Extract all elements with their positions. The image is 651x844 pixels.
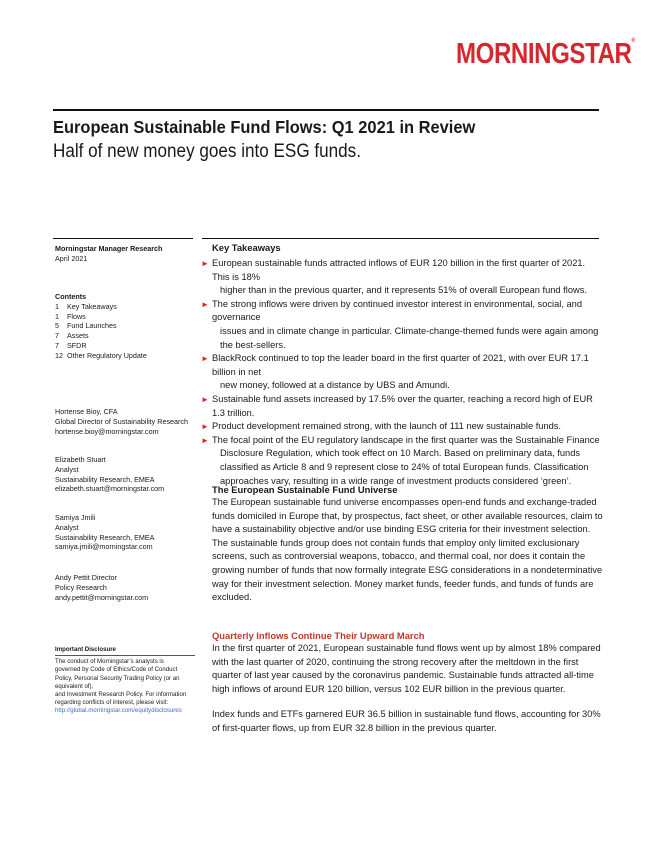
disclosure-heading: Important Disclosure [55, 646, 116, 653]
bullet-arrow-icon: ► [201, 394, 209, 404]
author-2: Elizabeth Stuart Analyst Sustainability Research, EMEA elizabeth.stuart@morningstar.com [55, 455, 197, 494]
inflows-section [212, 630, 604, 736]
disclosure-rule [55, 655, 195, 656]
contents-item[interactable]: 1 Flows [55, 311, 86, 321]
disclosure-link[interactable]: http://global.morningstar.com/equitydisclosures [55, 707, 182, 715]
takeaways-list [201, 257, 604, 488]
author-email[interactable]: andy.pettit@morningstar.com [55, 592, 149, 602]
page-title: European Sustainable Fund Flows: Q1 2021 in Review [53, 117, 476, 137]
contents-item[interactable]: 12 Other Regulatory Update [55, 350, 147, 360]
list-item: ► The strong inflows were driven by continued investor interest in environmental, social, and governance issues and in climate change in particular. Climate-change-themed funds were again among the best-sellers. [201, 298, 599, 350]
author-4: Andy Pettit Director Policy Research andy.pettit@morningstar.com [55, 573, 197, 602]
contents-item[interactable]: 7 Assets [55, 331, 89, 341]
contents-heading: Contents [55, 292, 87, 301]
author-1: Hortense Bioy, CFA Global Director of Sustainability Research hortense.bioy@morningstar.com [55, 407, 197, 436]
author-email[interactable]: samiya.jmili@morningstar.com [55, 542, 153, 552]
bullet-arrow-icon: ► [201, 259, 209, 268]
inflows-paragraph-1: In the first quarter of 2021, European sustainable fund flows went up by almost 18% compared with the last quarter of 2020, continuing the strong recovery after the meltdown in the first quarter of last year caused by the coronavirus pandemic. Sustainable funds attracted all-time high inflows of around EUR 120 billion, versus 102 EUR billion in the previous quarter. [212, 643, 601, 694]
morningstar-logo: MORNINGSTAR® [456, 38, 635, 70]
universe-paragraph: The European sustainable fund universe encompasses open-end funds and exchange-traded funds domiciled in Europe that, by prospectus, fact sheet, or other available resources, claim to have a sustainability objective and/or use binding ESG criteria for their investment selection. The sustainable funds group does not contain funds that employ only limited exclusionary screens, such as controversial weapons, tobacco, and thermal coal, nor does it contain the growing number of funds that now formally integrate ESG considerations in a nondeterminative way for their investment selection. Money market funds, feeder funds, and funds of funds are excluded. [212, 497, 603, 603]
contents-block [55, 292, 197, 361]
contents-list [55, 302, 197, 361]
list-item: ► European sustainable funds attracted inflows of EUR 120 billion in the first quarter of 2021. This is 18% higher than in the previous quarter, and it represents 51% of overall European fund flows. [201, 258, 587, 296]
list-item: ► BlackRock continued to top the leader board in the first quarter of 2021, with over EUR 17.1 billion in net new money, followed at a distance by UBS and Amundi. [201, 353, 589, 391]
disclosure-block: Important Disclosure The conduct of Morningstar’s analysts is governed by Code of Ethics/Code of Conduct Policy, Personal Security Trading Policy (or an equivalent of), and Investment Research Policy. For information regarding conflicts of interest, please visit: http://global.morningstar.com/equitydisclosures [55, 646, 197, 716]
author-email[interactable]: hortense.bioy@morningstar.com [55, 426, 159, 436]
sidebar-rule [53, 238, 193, 239]
key-takeaways [201, 242, 604, 488]
bullet-arrow-icon: ► [201, 354, 209, 364]
sidebar-meta [55, 244, 197, 264]
contents-item[interactable]: 7 SFDR [55, 340, 87, 350]
contents-item[interactable]: 1 Key Takeaways [55, 301, 117, 311]
list-item: ► Product development remained strong, with the launch of 111 new sustainable funds. [212, 420, 604, 434]
author-email[interactable]: elizabeth.stuart@morningstar.com [55, 484, 165, 494]
key-takeaways-heading: Key Takeaways [212, 242, 281, 253]
universe-section [212, 484, 604, 605]
header-rule [53, 109, 599, 111]
author-3: Samiya Jmili Analyst Sustainability Research, EMEA samiya.jmili@morningstar.com [55, 513, 197, 552]
list-item: ► Sustainable fund assets increased by 17.5% over the quarter, reaching a record high of EUR 1.3 trillion. [201, 393, 593, 418]
page-subtitle: Half of new money goes into ESG funds. [53, 141, 361, 162]
main-rule [202, 238, 599, 239]
list-item: ► The focal point of the EU regulatory landscape in the first quarter was the Sustainable Finance Disclosure Regulation, which took effect on 10 March. Based on preliminary data, funds classified as Article 8 and 9 represent close to 24% of total European funds. Classification approaches vary, resulting in a wide range of investment products considered ‘green’. [201, 434, 600, 486]
inflows-heading: Quarterly Inflows Continue Their Upward March [212, 630, 425, 641]
universe-heading: The European Sustainable Fund Universe [212, 484, 398, 495]
contents-item[interactable]: 5 Fund Launches [55, 321, 117, 331]
publication-date: April 2021 [55, 253, 88, 263]
inflows-paragraph-2: Index funds and ETFs garnered EUR 36.5 billion in sustainable fund flows, accounting for 30% of first-quarter flows, up from EUR 32.8 billion in the previous quarter. [212, 709, 601, 733]
bullet-arrow-icon: ► [201, 422, 209, 432]
bullet-arrow-icon: ► [201, 299, 209, 309]
bullet-arrow-icon: ► [201, 435, 209, 445]
research-unit: Morningstar Manager Research [55, 244, 163, 253]
